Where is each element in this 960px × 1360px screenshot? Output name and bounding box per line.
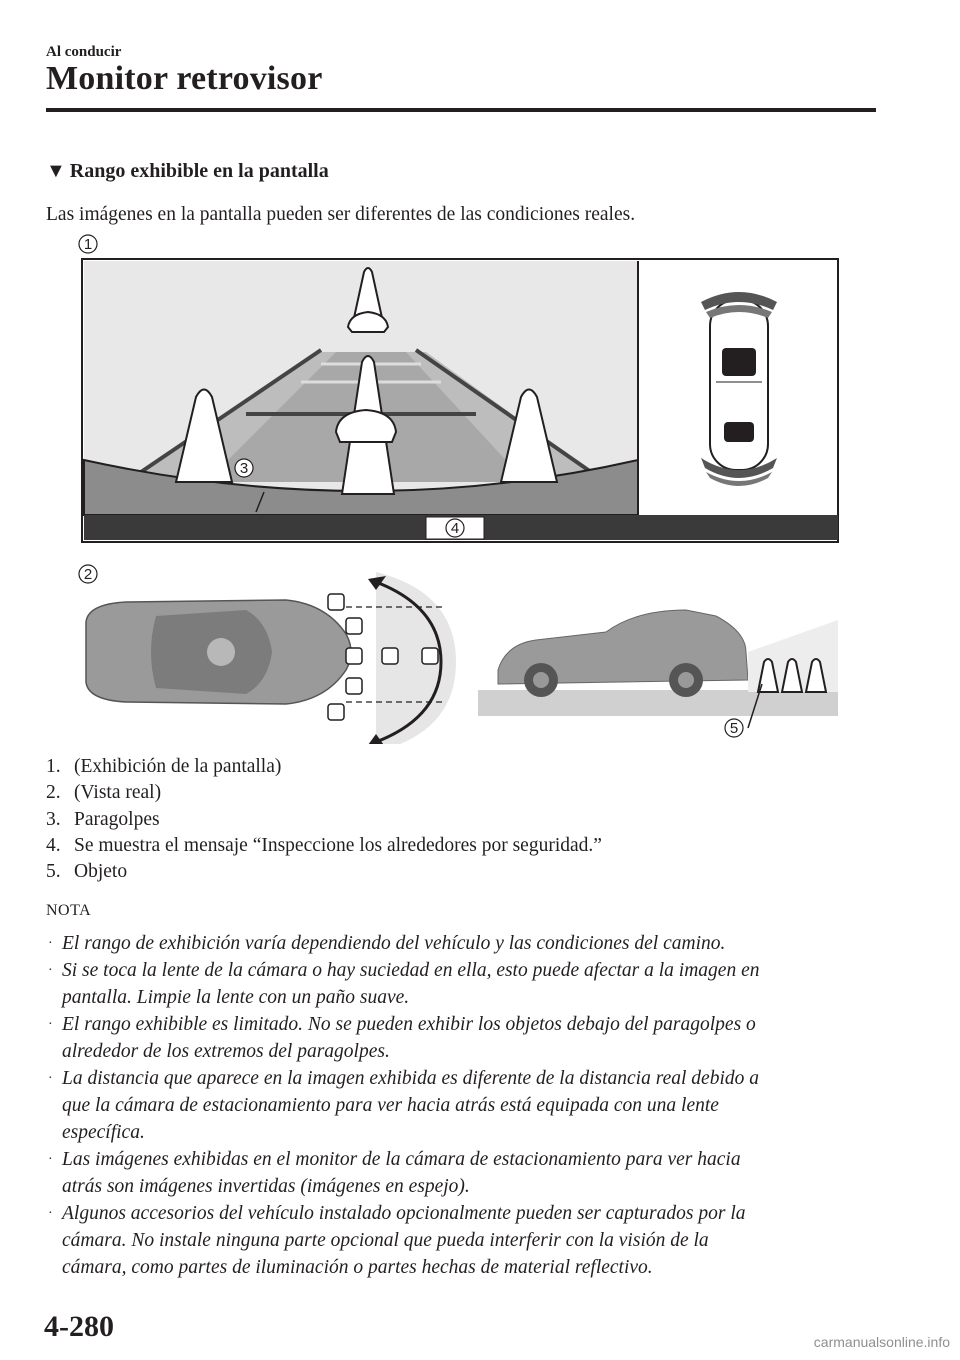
down-triangle-icon: ▼	[46, 160, 66, 182]
callout-5	[725, 719, 743, 737]
callout-3	[235, 459, 253, 477]
page-title: Monitor retrovisor	[46, 60, 323, 97]
callout-4	[446, 519, 464, 537]
notes-list	[46, 930, 886, 1281]
legend-item: 1. (Exhibición de la pantalla)	[46, 756, 282, 777]
bullet-icon: ·	[48, 1152, 53, 1167]
svg-text:2: 2	[83, 566, 93, 583]
watermark: carmanualsonline.info	[813, 1334, 950, 1350]
bullet-icon: ·	[48, 963, 53, 978]
svg-text:4: 4	[450, 520, 460, 537]
svg-text:5: 5	[729, 720, 739, 737]
legend-item: 5. Objeto	[46, 861, 128, 883]
legend-item: 2. (Vista real)	[46, 782, 162, 804]
nota-label: NOTA	[46, 902, 92, 919]
callout-1	[79, 235, 97, 253]
section-label: Al conducir	[46, 44, 122, 60]
svg-text:1: 1	[83, 236, 93, 253]
bullet-icon: ·	[48, 1017, 53, 1032]
title-divider	[46, 108, 876, 112]
bullet-icon: ·	[48, 1071, 53, 1086]
note-item: · La distancia que aparece en la imagen exhibida es diferente de la distancia real debido a que la cámara de estacionamiento para ver hacia atrás está equipada con una lente específica.	[46, 1065, 886, 1146]
real-view-illustration	[86, 572, 838, 744]
sub-heading	[46, 160, 329, 183]
legend-item: 3. Paragolpes	[46, 808, 160, 830]
note-item: · El rango de exhibición varía dependiendo del vehículo y las condiciones del camino.	[46, 930, 886, 957]
svg-text:3: 3	[239, 460, 249, 477]
bullet-icon: ·	[48, 1206, 53, 1221]
legend-item: 4. Se muestra el mensaje “Inspeccione los alrededores por seguridad.”	[46, 834, 602, 856]
bullet-icon: ·	[48, 936, 53, 951]
note-item: · Algunos accesorios del vehículo instalado opcionalmente pueden ser capturados por la cámara. No instale ninguna parte opcional que pueda interferir con la visión de la cámara, como partes de iluminación o partes hechas de material reflectivo.	[46, 1200, 886, 1281]
callout-2	[79, 565, 97, 583]
screen-display-illustration	[82, 259, 838, 542]
sub-heading-text: Rango exhibible en la pantalla	[69, 160, 329, 182]
note-item: · Las imágenes exhibidas en el monitor de la cámara de estacionamiento para ver hacia atrás son imágenes invertidas (imágenes en espejo).	[46, 1146, 886, 1200]
note-item: · El rango exhibible es limitado. No se pueden exhibir los objetos debajo del paragolpes o alrededor de los extremos del paragolpes.	[46, 1011, 886, 1065]
rear-camera-illustration	[46, 232, 846, 744]
intro-paragraph: Las imágenes en la pantalla pueden ser diferentes de las condiciones reales.	[46, 204, 636, 225]
figure-legend	[46, 754, 602, 885]
note-item: · Si se toca la lente de la cámara o hay suciedad en ella, esto puede afectar a la imagen en pantalla. Limpie la lente con un paño suave.	[46, 957, 886, 1011]
page-number: 4-280	[44, 1310, 114, 1343]
